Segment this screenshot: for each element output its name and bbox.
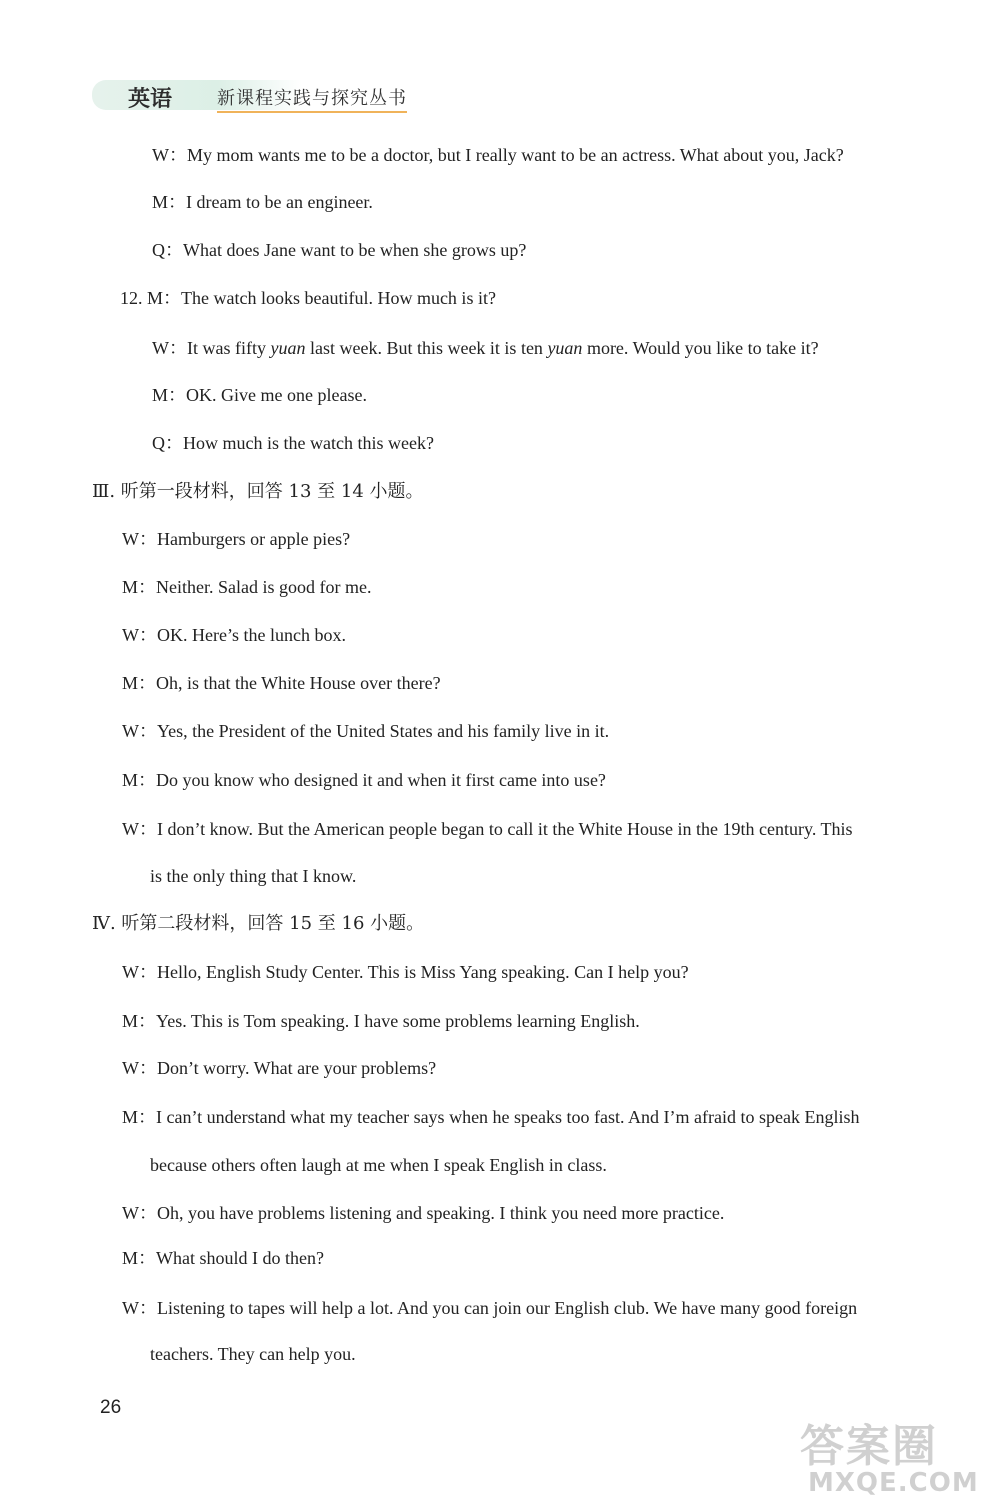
dialogue-line: W：OK. Here’s the lunch box. [122, 625, 346, 645]
dialogue-line: W：Oh, you have problems listening and speaking. I think you need more practice. [122, 1203, 725, 1223]
watermark [800, 1410, 990, 1500]
dialogue-line: 12. M：The watch looks beautiful. How much is it? [120, 288, 496, 308]
dialogue-line: M：I can’t understand what my teacher says when he speaks too fast. And I’m afraid to speak English [122, 1107, 860, 1127]
dialogue-line: teachers. They can help you. [150, 1344, 356, 1364]
section-heading: Ⅳ. 听第二段材料，回答 15 至 16 小题。 [92, 913, 425, 934]
dialogue-line: W：My mom wants me to be a doctor, but I really want to be an actress. What about you, Jack? [152, 145, 844, 165]
dialogue-line: Q：How much is the watch this week? [152, 433, 434, 453]
dialogue-line: M：Oh, is that the White House over there? [122, 673, 441, 693]
watermark-site: MXQE.COM [808, 1468, 979, 1498]
dialogue-line: W：Don’t worry. What are your problems? [122, 1058, 437, 1078]
section-heading: Ⅲ. 听第一段材料，回答 13 至 14 小题。 [92, 481, 424, 502]
dialogue-line: because others often laugh at me when I speak English in class. [150, 1155, 607, 1175]
page-number: 26 [100, 1397, 122, 1418]
dialogue-line: M：Yes. This is Tom speaking. I have some problems learning English. [122, 1011, 640, 1031]
dialogue-line: is the only thing that I know. [150, 866, 357, 886]
dialogue-line: M：OK. Give me one please. [152, 385, 367, 405]
dialogue-line: W：Yes, the President of the United States and his family live in it. [122, 721, 610, 741]
page-header [92, 76, 422, 116]
dialogue-line: M：What should I do then? [122, 1248, 324, 1268]
dialogue-line: W：Listening to tapes will help a lot. And you can join our English club. We have many good foreign [122, 1298, 858, 1318]
dialogue-line: W：Hello, English Study Center. This is Miss Yang speaking. Can I help you? [122, 962, 689, 982]
watermark-logo: 答案圈 [800, 1421, 938, 1472]
dialogue-line: Q：What does Jane want to be when she grows up? [152, 240, 527, 260]
dialogue-line: W：It was fifty yuan last week. But this week it is ten yuan more. Would you like to take it? [152, 338, 819, 358]
dialogue-line: M：Do you know who designed it and when it first came into use? [122, 770, 606, 790]
dialogue-line: M：Neither. Salad is good for me. [122, 577, 372, 597]
dialogue-line: W：I don’t know. But the American people began to call it the White House in the 19th century. This [122, 819, 853, 839]
dialogue-line: W：Hamburgers or apple pies? [122, 529, 351, 549]
subject-title: 英语 [128, 87, 173, 112]
series-title: 新课程实践与探究丛书 [217, 84, 407, 113]
dialogue-line: M：I dream to be an engineer. [152, 192, 373, 212]
